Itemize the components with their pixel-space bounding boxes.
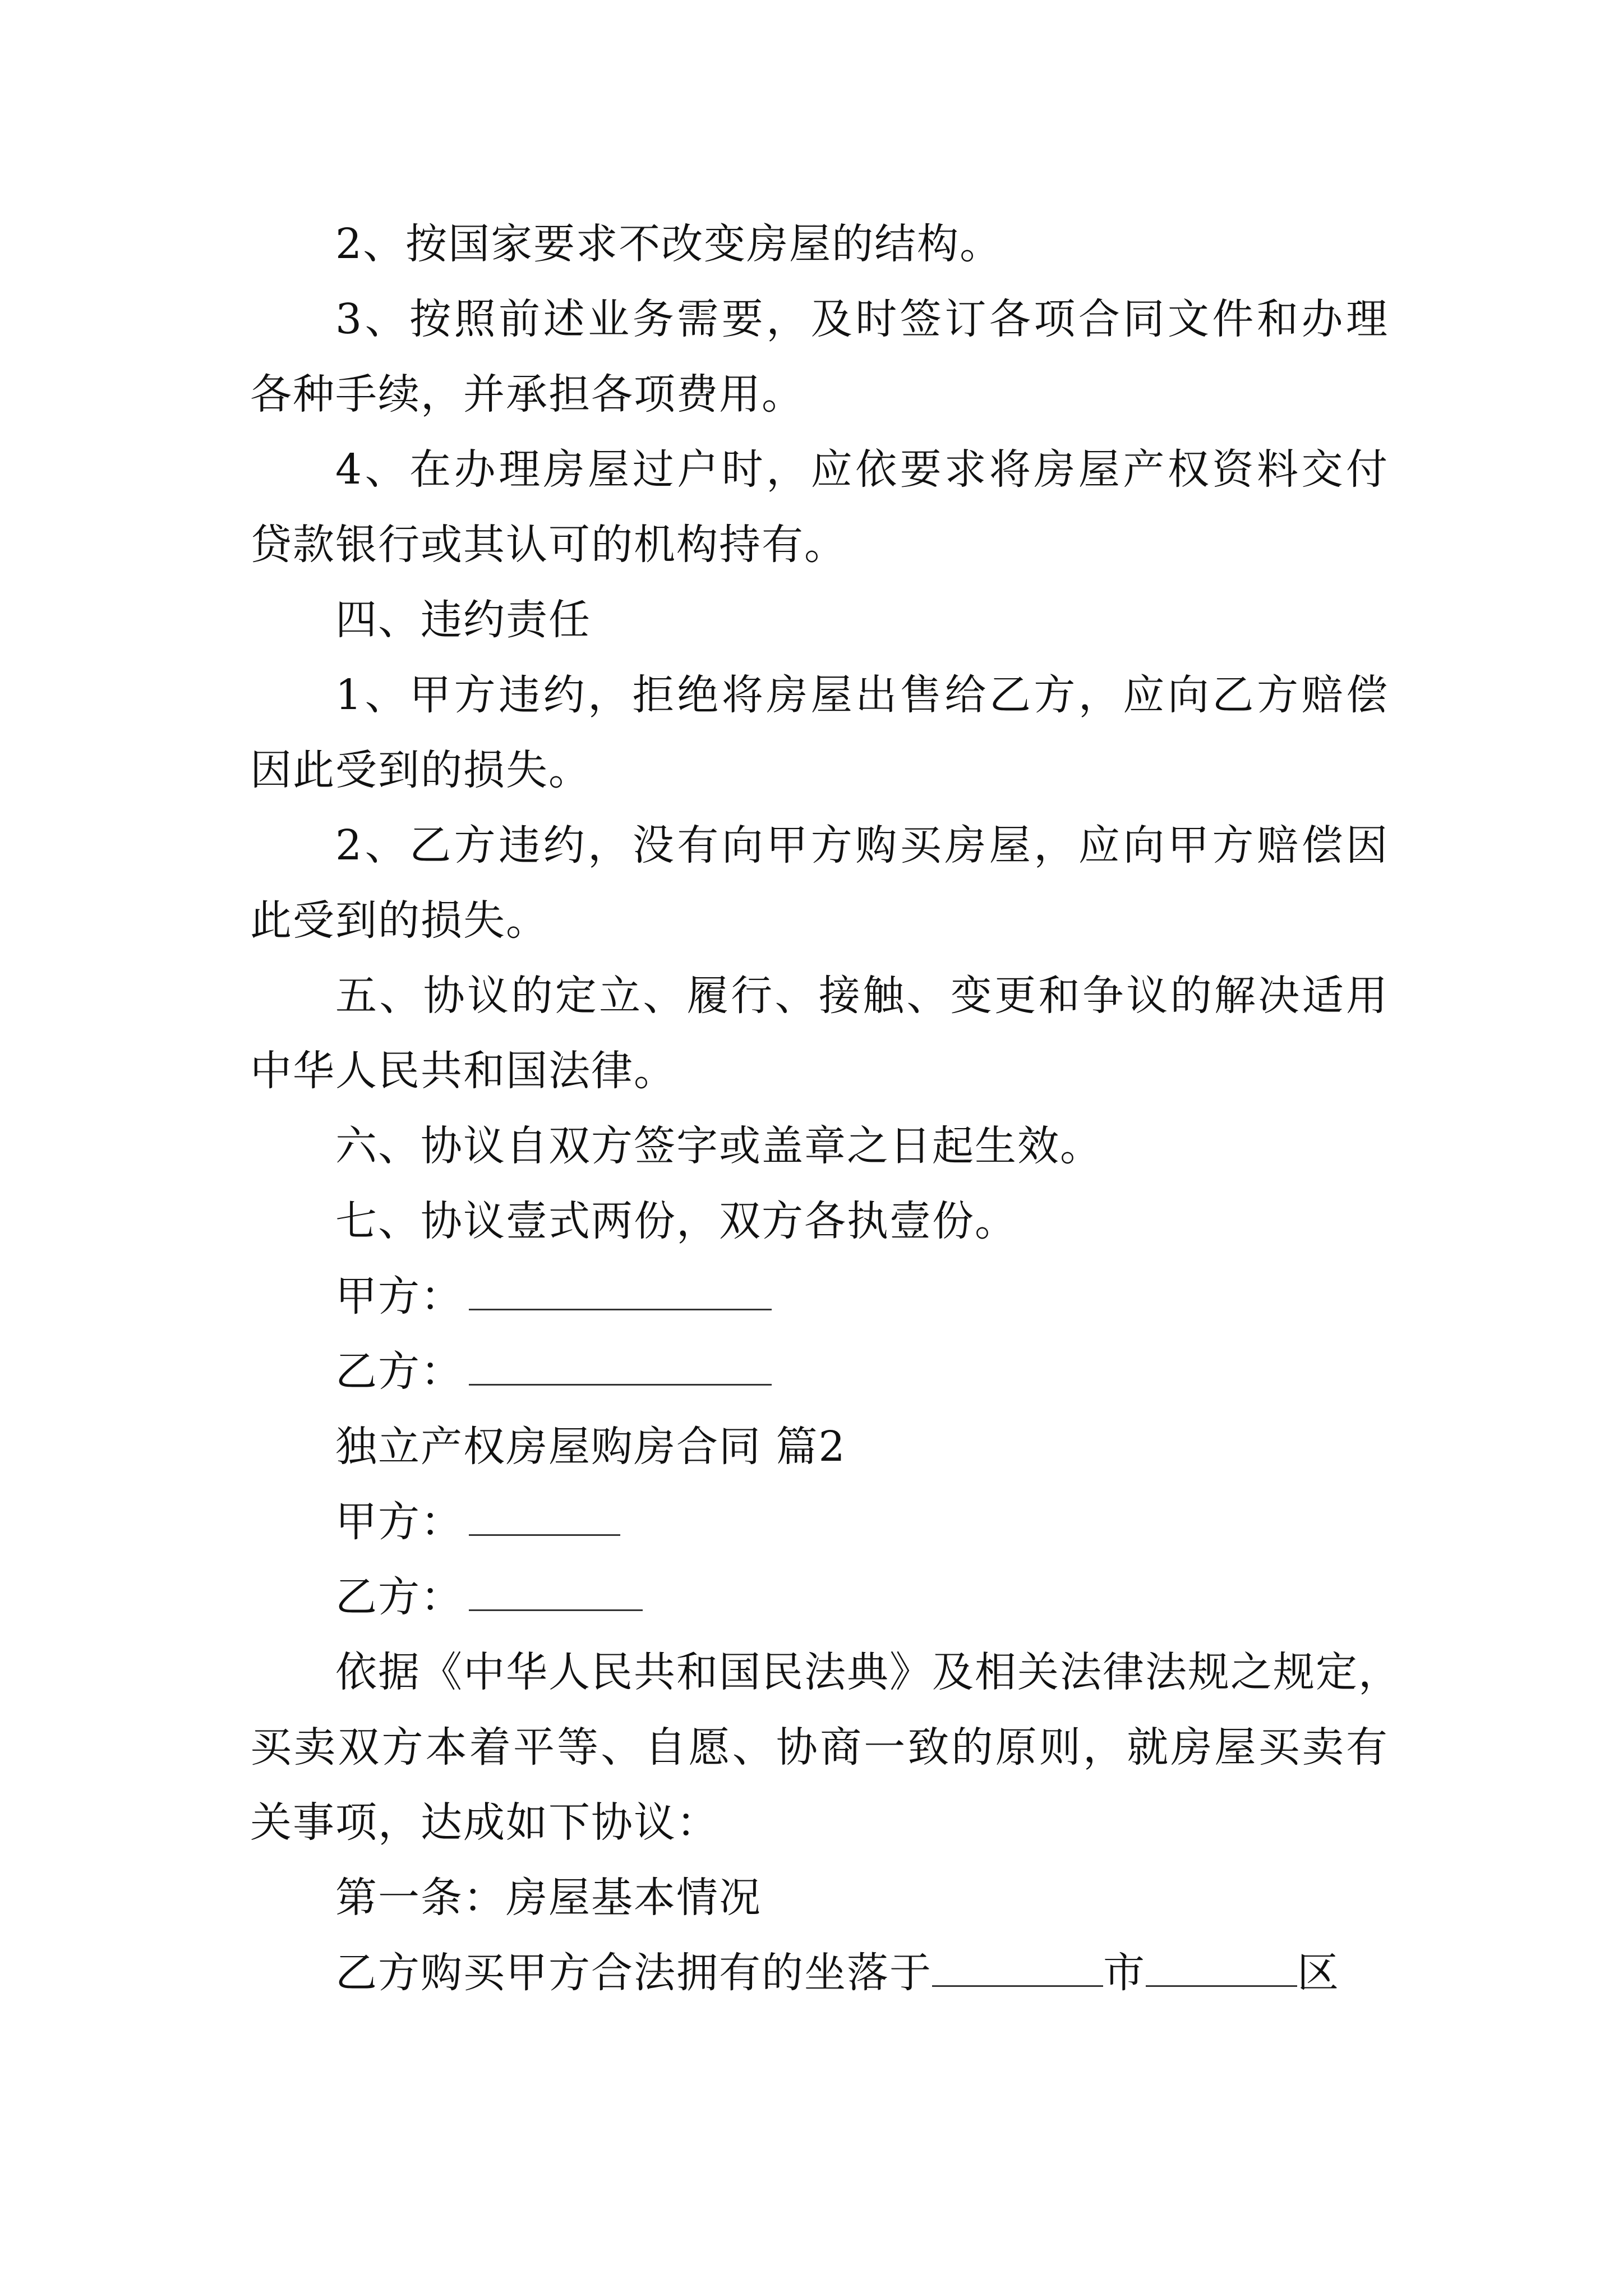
party-a-blank[interactable] <box>469 1503 620 1536</box>
district-label: 区 <box>1297 1949 1340 1997</box>
district-blank[interactable] <box>1146 1954 1297 1987</box>
section-5-line-1: 五、协议的定立、履行、接触、变更和争议的解决适用 <box>335 972 1389 1020</box>
clause-4-1-line-2: 因此受到的损失。 <box>250 746 591 794</box>
clause-3-4-line-2: 贷款银行或其认可的机构持有。 <box>250 521 847 569</box>
section-7: 七、协议壹式两份，双方各执壹份。 <box>335 1197 1017 1245</box>
party-b-blank[interactable] <box>469 1578 643 1611</box>
section-4-heading: 四、违约责任 <box>335 596 591 644</box>
clause-3-3-line-1: 3、按照前述业务需要，及时签订各项合同文件和办理 <box>335 295 1389 343</box>
clause-4-1-line-1: 1、甲方违约，拒绝将房屋出售给乙方，应向乙方赔偿 <box>335 671 1389 719</box>
article-1-text <box>335 1949 1340 1997</box>
intro-line-1: 依据《中华人民共和国民法典》及相关法律法规之规定， <box>335 1648 1401 1696</box>
article-1-title: 第一条：房屋基本情况 <box>335 1874 762 1922</box>
clause-4-2-line-1: 2、乙方违约，没有向甲方购买房屋，应向甲方赔偿因 <box>335 821 1389 869</box>
clause-3-4-line-1: 4、在办理房屋过户时，应依要求将房屋产权资料交付 <box>335 445 1389 494</box>
signature-party-b-blank[interactable] <box>469 1352 772 1386</box>
clause-4-2-line-2: 此受到的损失。 <box>250 896 548 945</box>
signature-party-b <box>335 1347 772 1396</box>
section-2-title: 独立产权房屋购房合同 篇2 <box>335 1423 846 1471</box>
party-b-label: 乙方： <box>335 1573 463 1621</box>
intro-line-2: 买卖双方本着平等、自愿、协商一致的原则，就房屋买卖有 <box>250 1723 1389 1772</box>
article-1-text-start: 乙方购买甲方合法拥有的坐落于 <box>335 1949 932 1997</box>
signature-party-a <box>335 1272 772 1320</box>
section-6: 六、协议自双方签字或盖章之日起生效。 <box>335 1122 1103 1170</box>
city-blank[interactable] <box>932 1954 1103 1987</box>
city-label: 市 <box>1103 1949 1146 1997</box>
clause-3-3-line-2: 各种手续，并承担各项费用。 <box>250 370 804 418</box>
section-5-line-2: 中华人民共和国法律。 <box>250 1047 676 1095</box>
signature-party-a-label: 甲方： <box>335 1272 463 1320</box>
party-a <box>335 1498 620 1546</box>
signature-party-b-label: 乙方： <box>335 1347 463 1396</box>
party-b <box>335 1573 643 1621</box>
intro-line-3: 关事项，达成如下协议： <box>250 1798 719 1847</box>
party-a-label: 甲方： <box>335 1498 463 1546</box>
signature-party-a-blank[interactable] <box>469 1277 772 1310</box>
clause-3-2: 2、按国家要求不改变房屋的结构。 <box>335 220 1003 268</box>
